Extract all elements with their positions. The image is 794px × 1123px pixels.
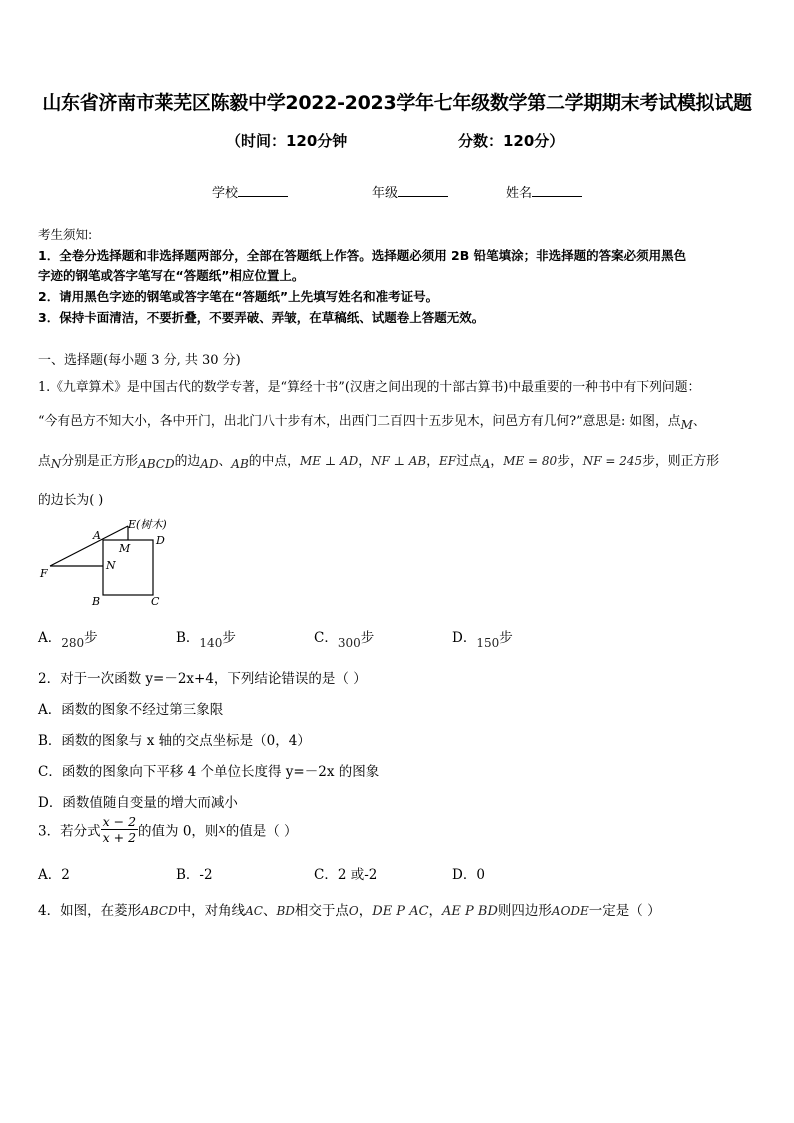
q1-l3l: NF ⊥ AB [371,454,427,468]
label-e: E(树木) [128,518,167,531]
q1-opt-b-unit: 步 [222,630,236,646]
q1-opt-c-key: C． [314,630,338,646]
section-heading: 一、选择题(每小题 3 分, 共 30 分) [38,353,241,368]
q4-b: ABCD [141,904,178,918]
label-f: F [40,567,48,580]
q1-opt-d-key: D． [452,630,477,646]
q3-option-a: A．2 [38,867,70,883]
q1-line-2 [38,410,706,432]
q1-opt-c-unit: 步 [360,630,375,646]
q4-a: 4．如图，在菱形 [38,903,142,919]
q3-denominator: x + 2 [102,830,137,845]
school-blank [238,184,288,197]
exam-score: 分数：120分） [458,132,565,150]
q2-option-a: A．函数的图象不经过第三象限 [38,702,224,718]
q4-d: AC [245,904,263,918]
q3-numerator: x − 2 [102,814,137,829]
grade-field [372,182,448,201]
q4-e: 、 [262,903,277,919]
school-field [212,182,288,201]
grade-blank [398,184,448,197]
q4-c: 中，对角线 [177,903,246,919]
exam-time: （时间：120分钟 [226,132,348,150]
q4-g: 相交于点 [294,903,349,919]
q4-f: BD [276,904,295,918]
q4-m: 则四边形 [497,903,552,919]
q3-post2: 的值是（ ） [225,823,298,840]
q1-l3f: AD [200,457,219,471]
q1-l3s: 步， [557,454,583,469]
q1-option-d [452,626,513,650]
q1-opt-b-value: 140 [199,636,223,650]
label-n: N [106,559,116,572]
q3-option-b: B．-2 [176,867,213,883]
q1-line-3 [38,450,719,469]
q1-l3g: 、 [218,454,232,469]
q4-n: AODE [551,904,589,918]
q1-opt-b-key: B． [176,630,200,646]
note-1b: 字迹的钢笔或答字笔写在“答题纸”相应位置上。 [38,268,305,283]
q3-option-c: C．2 或-2 [314,867,378,883]
q1-l2c: 、 [692,414,706,429]
q1-l3u: 步，则正方形 [642,454,719,469]
q1-l3t: NF = 245 [582,454,643,468]
q1-opt-a-unit: 步 [84,630,98,646]
q1-opt-d-value: 150 [476,636,500,650]
q1-l3n: EF [439,454,457,468]
q1-option-b [176,626,236,650]
q1-figure [36,514,196,610]
q2-option-c: C．函数的图象向下平移 4 个单位长度得 y=－2x 的图象 [38,764,380,780]
q3-x: x [218,822,226,837]
q1-l3i: 的中点， [248,454,300,469]
q1-option-c [314,626,375,650]
note-1a: 1．全卷分选择题和非选择题两部分，全部在答题纸上作答。选择题必须用 2B 铅笔填涂；非选择题的答案必须用黑色 [38,248,687,263]
q4-h: O [348,904,359,918]
q1-l3j: ME ⊥ AD [299,454,359,468]
label-a: A [93,529,101,542]
q1-line-1: 1.《九章算术》是中国古代的数学专著，是“算经十书”(汉唐之间出现的十部古算书)中最重要的一种书中有下列问题： [38,380,701,395]
name-field [506,182,582,201]
q1-opt-a-key: A． [38,630,62,646]
notes-heading: 考生须知: [38,227,93,242]
q1-line-4: 的边长为( ) [38,493,104,508]
q1-l3h: AB [231,457,249,471]
q3-stem [38,814,298,845]
name-label: 姓名 [506,186,533,201]
q1-opt-a-value: 280 [61,636,85,650]
name-blank [532,184,582,197]
grade-label: 年级 [372,186,399,201]
segment-fe [50,526,128,566]
q4-stem [38,899,661,919]
q1-l3k: ， [358,454,371,469]
q2-stem: 2．对于一次函数 y=－2x+4，下列结论错误的是（ ） [38,671,367,687]
q1-l2a: “今有邑方不知大小，各中开门，出北门八十步有木，出西门二百四十五步见木，问邑方有几何?”意思是: 如图，点 [38,414,681,429]
q1-l3e: 的边 [174,454,201,469]
q1-l3c: 分别是正方形 [61,454,139,469]
q2-option-b: B．函数的图象与 x 轴的交点坐标是（0，4） [38,733,311,749]
q1-l2b: M [680,418,693,432]
q3-pre: 3．若分式 [38,823,101,840]
q1-opt-c-value: 300 [337,636,361,650]
q1-l3a: 点 [38,454,51,469]
q3-fraction [101,814,138,845]
label-d: D [156,534,165,547]
note-2: 2．请用黑色字迹的钢笔或答字笔在“答题纸”上先填写姓名和准考证号。 [38,289,439,304]
page-title: 山东省济南市莱芜区陈毅中学2022-2023学年七年级数学第二学期期末考试模拟试题 [42,92,752,114]
q1-l3p: A [481,457,491,471]
q4-k: ， [428,903,443,919]
q4-o: 一定是（ ） [588,903,661,919]
q1-l3d: ABCD [138,457,175,471]
label-b: B [92,595,101,608]
q3-option-d: D．0 [452,867,485,883]
q1-l3o: 过点 [456,454,482,469]
q3-post1: 的值为 0，则 [138,823,219,840]
q2-option-d: D．函数值随自变量的增大而减小 [38,795,238,811]
q1-opt-d-unit: 步 [499,630,513,646]
q1-l3b: N [50,457,62,471]
q1-l3r: ME = 80 [503,454,558,468]
label-c: C [151,595,160,608]
q1-l3m: ， [426,454,440,469]
q4-i: ， [358,903,373,919]
q4-j: DE P AC [372,904,429,919]
q1-l3q: ， [490,454,504,469]
note-3: 3．保持卡面清洁，不要折叠，不要弄破、弄皱，在草稿纸、试题卷上答题无效。 [38,310,485,325]
q1-option-a [38,626,98,650]
q4-l: AE P BD [442,904,498,919]
label-m: M [119,542,131,555]
school-label: 学校 [212,186,239,201]
